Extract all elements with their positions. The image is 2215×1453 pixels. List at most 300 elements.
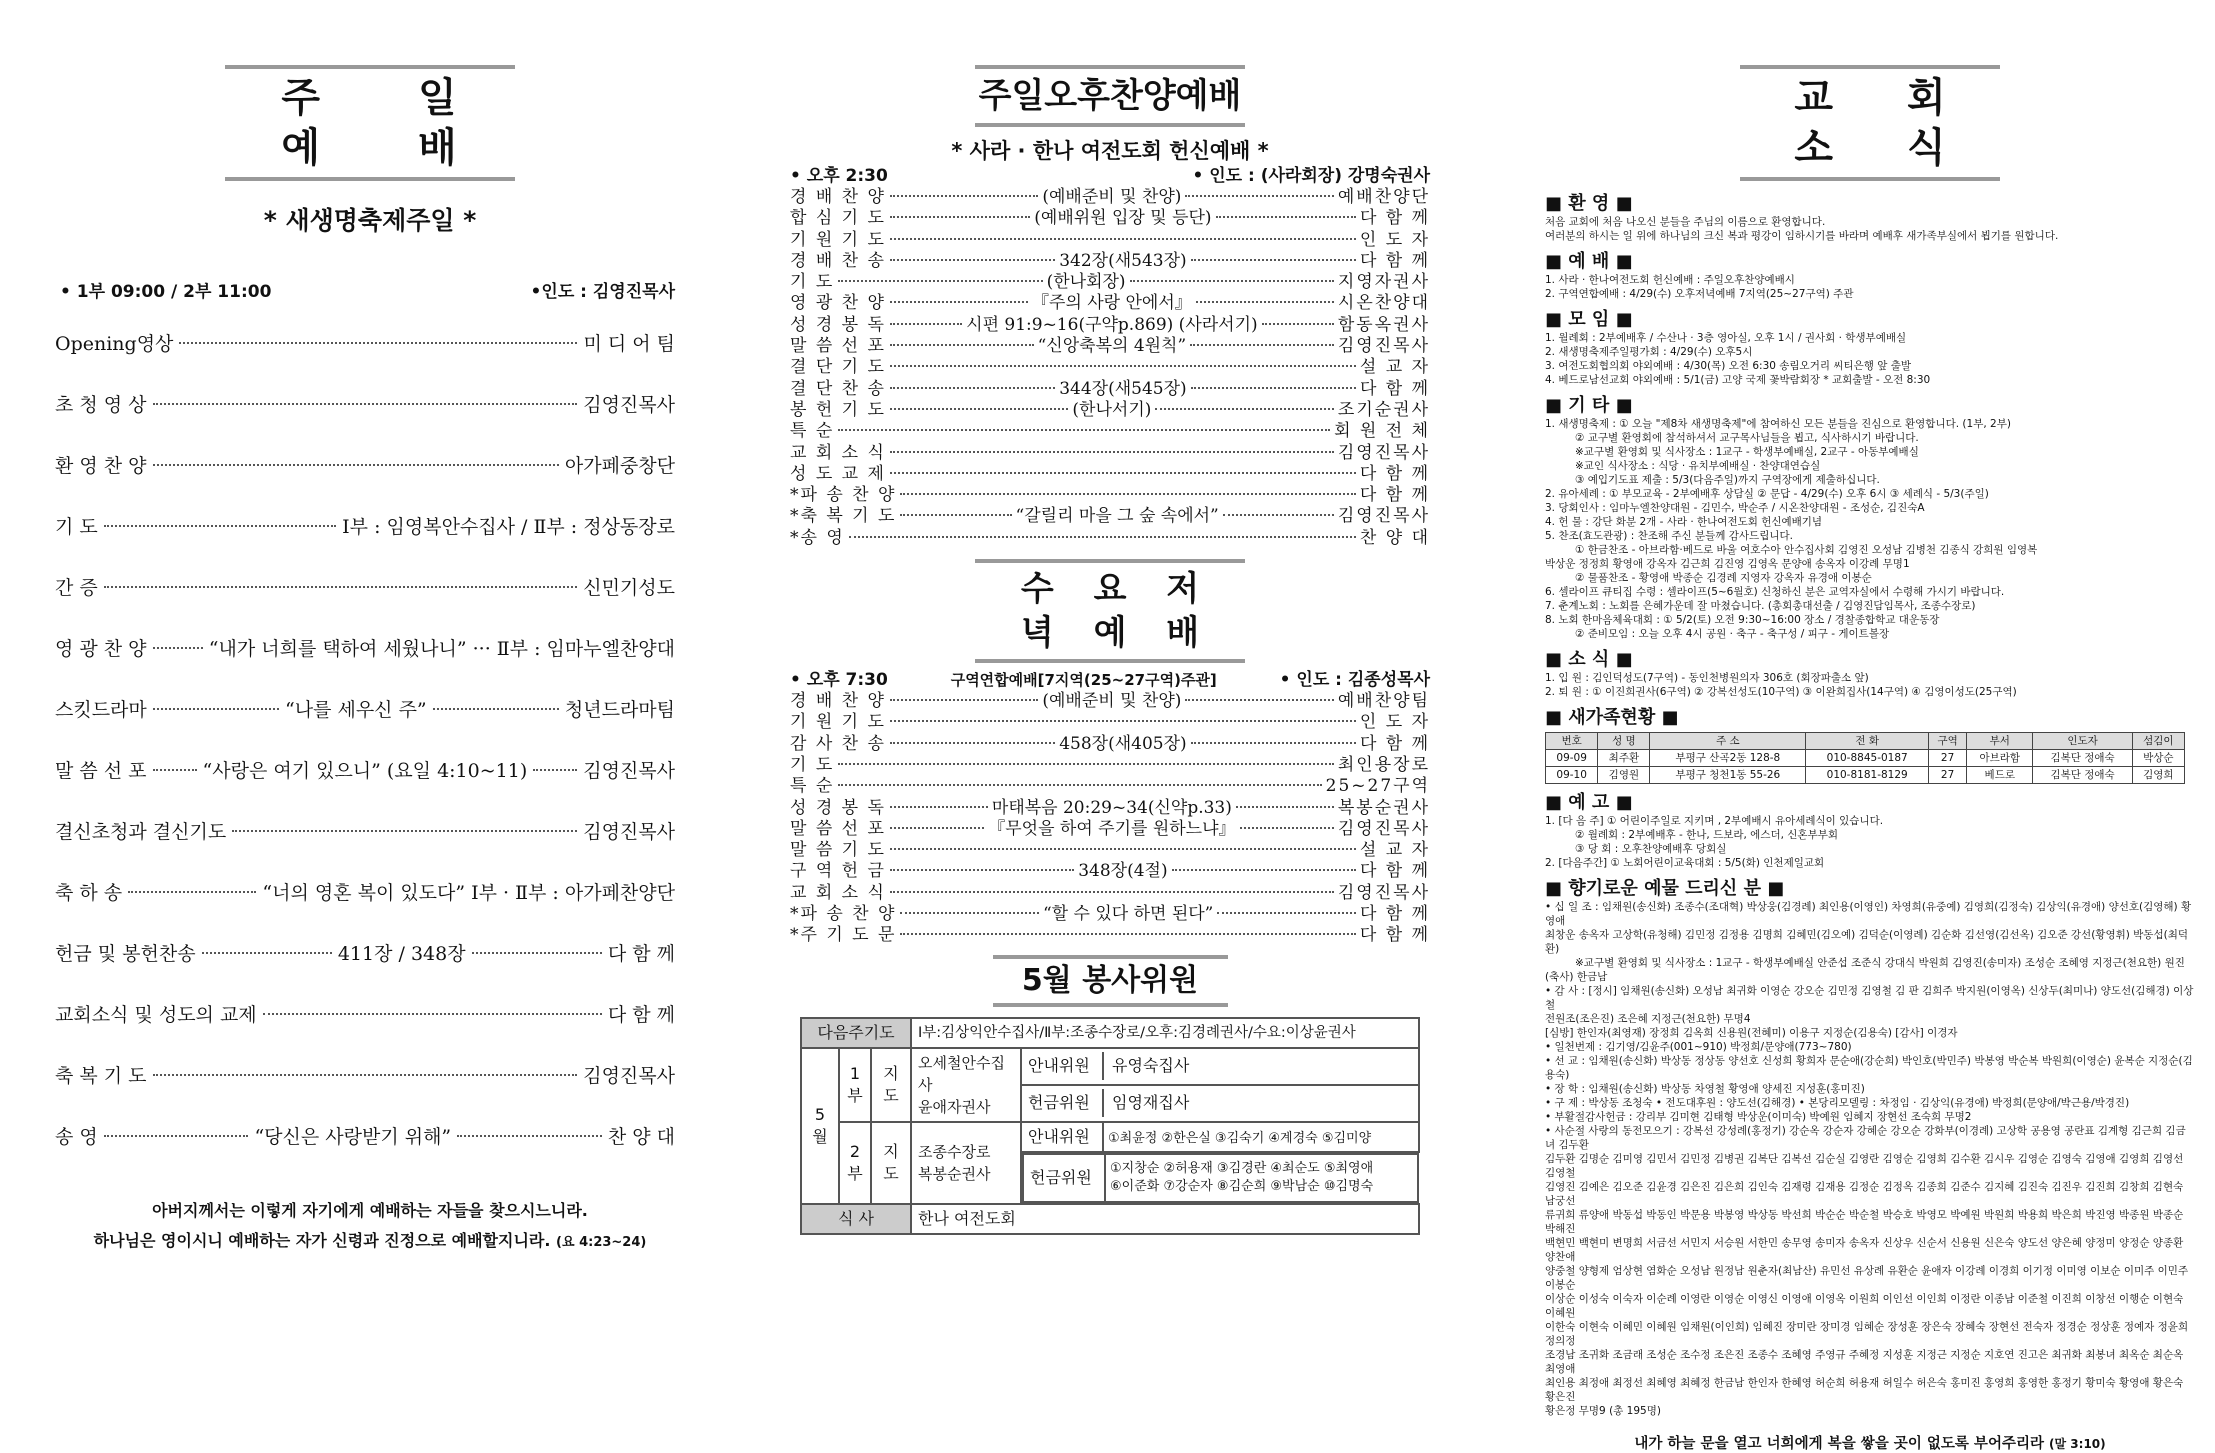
order-row xyxy=(55,497,675,558)
news-line: 황은정 무명9 (총 195명) xyxy=(1545,1405,1661,1417)
order-person: 25~27구역 xyxy=(1325,776,1430,797)
order-row xyxy=(790,925,1430,946)
leader-dots xyxy=(202,952,332,954)
order-label: 성 경 봉 독 xyxy=(790,314,886,335)
church-news-title: 교 회 소 식 xyxy=(1740,65,2000,181)
news-text xyxy=(1545,671,2195,699)
order-label: 환 영 찬 양 xyxy=(55,455,147,477)
order-person: 다 함 께 xyxy=(1359,733,1431,754)
guide-label-2: 안내위원 xyxy=(1022,1123,1104,1151)
leader-dots xyxy=(1236,806,1334,808)
leader-dots xyxy=(1185,195,1333,197)
order-row xyxy=(55,802,675,863)
afternoon-order-list xyxy=(790,187,1430,549)
order-row xyxy=(790,400,1430,421)
news-line: 2. 유아세례 : ① 부모교육 - 2부예배후 상담실 ② 문답 - 4/29(수) 오후 6시 ③ 세례식 - 5/3(주일) xyxy=(1545,488,1989,500)
family-cell: 010-8845-0187 xyxy=(1806,750,1929,767)
family-header-cell: 번호 xyxy=(1546,733,1598,750)
order-label: 간 증 xyxy=(55,577,98,599)
news-line: [심방] 한인자(최영재) 장정희 김옥희 신용원(전혜미) 이용구 지정순(김용숙) [감사] 이경자 xyxy=(1545,1027,1958,1039)
leader-dots xyxy=(433,708,559,710)
order-label: 교회소식 및 성도의 교제 xyxy=(55,1004,257,1026)
leader-dots xyxy=(1216,216,1356,218)
leader-dots xyxy=(890,451,1334,453)
news-line: 1. 월례회 : 2부예배후 / 수산나 · 3층 영아실, 오후 1시 / 권사회 · 학생부예배실 xyxy=(1545,332,1907,344)
afternoon-worship-title: 주일오후찬양예배 xyxy=(975,65,1245,127)
order-label: 교 회 소 식 xyxy=(790,442,886,463)
order-content: 『주의 사랑 안에서』 xyxy=(1032,293,1192,314)
family-header-cell: 섬김이 xyxy=(2132,733,2184,750)
order-row xyxy=(55,680,675,741)
order-person: 찬 양 대 xyxy=(607,1126,676,1148)
leader-dots xyxy=(533,769,577,771)
order-person: 김영진목사 xyxy=(583,394,675,416)
wednesday-order-list xyxy=(790,691,1430,947)
afternoon-worship-column xyxy=(790,0,1430,1240)
leader-dots xyxy=(890,742,1055,744)
order-person: 김영진목사 xyxy=(583,760,676,782)
leader-dots xyxy=(1240,827,1334,829)
order-row xyxy=(790,691,1430,712)
order-label: 기 원 기 도 xyxy=(790,229,886,250)
news-line: • 사순절 사랑의 동전모으기 : 강복선 강성례(홍정기) 강순옥 강순자 강혜순 강오순 강화부(이경례) 고상학 공용영 공란표 김계형 김근희 김금녀 김두환 xyxy=(1545,1125,2186,1151)
first-prayer-names: 오세철안수집사 윤애자권사 xyxy=(911,1048,1021,1122)
order-row xyxy=(55,863,675,924)
news-heading: ■ 소 식 ■ xyxy=(1545,649,1633,670)
notice-heading: ■ 예 고 ■ xyxy=(1545,792,1633,813)
leader-dots xyxy=(890,344,1034,346)
order-label: 성 도 교 제 xyxy=(790,463,886,484)
leader-dots xyxy=(104,586,577,588)
news-line: 2. 퇴 원 : ① 이진희권사(6구역) ② 강복선성도(10구역) ③ 이완희집사(14구역) ④ 김영이성도(25구역) xyxy=(1545,686,2017,698)
news-line: 박상운 정정희 황영애 강옥자 김근희 김진영 김영옥 문양애 송옥자 이강례 무명1 xyxy=(1545,558,1910,570)
leader-dots xyxy=(153,464,559,466)
order-content: “내가 너희를 택하여 세웠나니” ··· Ⅱ부 : 임마누엘찬양대 xyxy=(208,638,675,660)
order-row xyxy=(790,712,1430,733)
news-line: ② 물품찬조 - 황영애 박종순 김경례 지영자 강옥자 유경애 이봉순 xyxy=(1575,572,1872,584)
sunday-order-list xyxy=(55,314,685,1168)
order-row xyxy=(790,208,1430,229)
offer-label-2: 헌금위원 xyxy=(1024,1155,1106,1201)
order-label: 축 하 송 xyxy=(55,882,123,904)
order-row xyxy=(790,421,1430,442)
leader-dots xyxy=(890,848,1356,850)
order-content: “사랑은 여기 있으니” (요일 4:10~11) xyxy=(202,760,528,782)
order-row xyxy=(790,357,1430,378)
leader-dots xyxy=(900,514,1011,516)
order-label: 말 씀 선 포 xyxy=(55,760,147,782)
news-line: 김영진 김예은 김오준 김윤경 김은진 김은희 김인숙 김재령 김재용 김정순 김정옥 김종희 김준수 김지혜 김진숙 김진우 김진희 김창희 김현숙 남궁선 xyxy=(1545,1181,2184,1207)
leader-dots xyxy=(890,408,1069,410)
news-line: • 구 제 : 박상동 조청숙 • 전도대후원 : 양도선(김해경) • 본당리모델링 : 차정임 · 김상익(유경애) 박정희(문양애/박근용/박경진) xyxy=(1545,1097,2130,1109)
order-label: 기 도 xyxy=(790,754,835,775)
order-person: 미 디 어 팀 xyxy=(583,333,675,355)
leader-dots xyxy=(890,806,988,808)
verse-3-ref: (말 3:10) xyxy=(2049,1437,2106,1451)
leader-dots xyxy=(890,891,1334,893)
leader-dots xyxy=(890,301,1028,303)
order-row xyxy=(55,1046,675,1107)
news-line: ① 한금찬조 - 아브라함·베드로 바울 여호수아 안수집사회 김영진 오성남 김병천 김종식 강희원 임영복 xyxy=(1575,544,2038,556)
order-content: 342장(새543장) xyxy=(1059,250,1187,271)
second-service-cell: 2부 xyxy=(839,1122,871,1204)
news-line: 백현민 백현미 변명희 서금선 서민지 서승원 서한민 송무영 송미자 송옥자 신상우 신순서 신용원 신은숙 양도선 양은혜 양정미 양정순 양종환 양찬애 xyxy=(1545,1237,2184,1263)
order-row xyxy=(790,251,1430,272)
news-line: • 일천번제 : 김기영/김윤주(001~910) 박정희/문양애(773~780) xyxy=(1545,1041,1852,1053)
new-family-heading: ■ 새가족현황 ■ xyxy=(1545,707,1679,728)
order-person: 다 함 께 xyxy=(1359,250,1431,271)
meeting-text xyxy=(1545,331,2195,387)
news-line: 2. 새생명축제주일평가회 : 4/29(수) 오후5시 xyxy=(1545,346,1753,358)
order-row xyxy=(790,861,1430,882)
order-label: 교 회 소 식 xyxy=(790,882,886,903)
family-cell: 베드로 xyxy=(1967,767,2033,784)
order-label: 말 씀 선 포 xyxy=(790,336,886,357)
order-person: 다 함 께 xyxy=(1359,208,1431,229)
order-content: “너의 영혼 복이 있도다” Ⅰ부 · Ⅱ부 : 아가페찬양단 xyxy=(262,882,675,904)
order-row xyxy=(55,436,675,497)
order-row xyxy=(790,840,1430,861)
welcome-text xyxy=(1545,215,2195,243)
order-label: 구 역 헌 금 xyxy=(790,861,886,882)
service-time: • 1부 09:00 / 2부 11:00 xyxy=(60,282,272,302)
order-content: 마태복음 20:29~34(신약p.33) xyxy=(991,797,1232,818)
order-label: 특 순 xyxy=(790,421,835,442)
order-label: 합 심 기 도 xyxy=(790,208,886,229)
order-row xyxy=(790,272,1430,293)
leader-dots xyxy=(890,720,1356,722)
order-label: 영 광 찬 양 xyxy=(790,293,886,314)
leader-dots xyxy=(128,891,256,893)
family-cell: 27 xyxy=(1929,750,1967,767)
news-line: 4. 베드로남선교회 야외예배 : 5/1(금) 고양 국제 꽃박람회장 * 교회출발 - 오전 8:30 xyxy=(1545,374,1931,386)
order-row xyxy=(790,443,1430,464)
news-line: ② 교구별 환영회에 참석하셔서 교구목사님들을 뵙고, 식사하시기 바랍니다. xyxy=(1575,432,1919,444)
order-label: *파 송 찬 양 xyxy=(790,904,897,925)
family-cell: 09-10 xyxy=(1546,767,1598,784)
order-label: 송 영 xyxy=(55,1126,98,1148)
leader-dots xyxy=(890,699,1038,701)
order-row xyxy=(790,904,1430,925)
order-person: 설 교 자 xyxy=(1359,840,1430,861)
leader-dots xyxy=(1191,742,1356,744)
order-label: *파 송 찬 양 xyxy=(790,485,897,506)
month-cell: 5월 xyxy=(801,1048,839,1204)
order-label: 성 경 봉 독 xyxy=(790,797,886,818)
leader-dots xyxy=(1155,408,1334,410)
order-row xyxy=(790,819,1430,840)
leader-dots xyxy=(153,708,279,710)
order-person: 예배찬양팀 xyxy=(1337,691,1430,712)
family-header-cell: 성 명 xyxy=(1598,733,1650,750)
news-line: 1. 사라 · 한나여전도회 헌신예배 : 주일오후찬양예배시 xyxy=(1545,274,1795,286)
closing-verse xyxy=(55,1196,685,1258)
news-line: 8. 노회 한마음체육대회 : ① 5/2(토) 오전 9:30~16:00 장소 / 경찰종합학교 대운동장 xyxy=(1545,614,1940,626)
order-person: 다 함 께 xyxy=(1359,485,1430,506)
may-servers-table xyxy=(800,1017,1420,1235)
order-content: 344장(새545장) xyxy=(1059,378,1187,399)
order-person: 찬 양 대 xyxy=(1359,527,1430,548)
order-content: 411장 / 348장 xyxy=(337,943,466,965)
order-person: 복봉순권사 xyxy=(1337,797,1430,818)
news-line: 1. 입 원 : 김인덕성도(7구역) - 동인천병원의자 306호 (회장파출소 앞) xyxy=(1545,672,1869,684)
order-content: (한나회장) xyxy=(1046,272,1126,293)
leader-dots xyxy=(263,1013,602,1015)
order-label: 스킷드라마 xyxy=(55,699,147,721)
sunday-worship-subtitle: * 새생명축제주일 * xyxy=(263,206,477,235)
order-content: 348장(4절) xyxy=(1078,861,1168,882)
etc-text xyxy=(1545,417,2195,641)
order-person: 인 도 자 xyxy=(1359,229,1430,250)
family-cell: 09-09 xyxy=(1546,750,1598,767)
order-person: 김영진목사 xyxy=(583,821,675,843)
family-cell: 김영희 xyxy=(2132,767,2184,784)
order-label: 축 복 기 도 xyxy=(55,1065,147,1087)
family-cell: 김영원 xyxy=(1598,767,1650,784)
news-line: 4. 헌 물 : 강단 화분 2개 - 사라 · 한나여전도회 헌신예배기념 xyxy=(1545,516,1823,528)
order-row xyxy=(790,798,1430,819)
first-guide-names: 유영숙집사 xyxy=(1112,1056,1190,1076)
leader-dots xyxy=(1130,280,1334,282)
news-line: 최창운 송옥자 고상학(유청해) 김민정 김정용 김명희 김혜민(김오예) 김덕순(이영례) 김순화 김선영(김선옥) 김오준 강선(황영휘) 박동섭(최덕환) xyxy=(1545,929,2188,955)
news-line: 7. 춘계노회 : 노회를 은혜가운데 잘 마쳤습니다. (총회총대선출 / 김영진담임목사, 조종수장로) xyxy=(1545,600,1976,612)
order-row xyxy=(55,375,675,436)
news-line: 이한숙 이현숙 이혜민 이혜원 임채원(이인희) 임혜진 장미란 장미경 임혜순 장성훈 장은숙 장혜숙 장현선 전숙자 정경순 정상훈 정예자 정윤희 정의정 xyxy=(1545,1321,2189,1347)
order-content: 『무엇을 하여 주기를 원하느냐』 xyxy=(988,818,1236,839)
order-label: 경 배 찬 양 xyxy=(790,187,886,207)
order-content: (한나서기) xyxy=(1072,399,1152,420)
order-person: 김영진목사 xyxy=(1337,506,1430,527)
order-person: 다 함 께 xyxy=(607,943,676,965)
etc-heading: ■ 기 타 ■ xyxy=(1545,395,1633,416)
order-person: 조기순권사 xyxy=(1337,399,1431,420)
family-cell: 김복단 정애숙 xyxy=(2033,750,2132,767)
leader-dots xyxy=(838,763,1334,765)
order-label: 경 배 찬 송 xyxy=(790,250,886,271)
order-row xyxy=(55,314,675,375)
wednesday-worship-title: 수 요 저 녁 예 배 xyxy=(975,559,1245,663)
news-line: ② 준비모임 : 오늘 오후 4시 공원 · 축구 - 축구성 / 피구 - 게이트볼장 xyxy=(1575,628,1890,640)
family-cell: 아브라함 xyxy=(1967,750,2033,767)
news-line: ※교인 식사장소 : 식당 · 유치부예배실 · 찬양대연습실 xyxy=(1575,460,1821,472)
order-person: 아가페중창단 xyxy=(564,455,675,477)
offering-text xyxy=(1545,900,2195,1418)
family-cell: 최주환 xyxy=(1598,750,1650,767)
afternoon-worship-info xyxy=(790,165,1430,187)
order-person: 김영진목사 xyxy=(1337,818,1430,839)
order-row xyxy=(55,1107,675,1168)
order-content: 시편 91:9~16(구약p.869) (사라서기) xyxy=(966,314,1258,335)
leader-dots xyxy=(104,1135,249,1137)
order-row xyxy=(790,230,1430,251)
order-label: 결 단 찬 송 xyxy=(790,378,886,399)
leader-dots xyxy=(890,323,962,325)
news-line: 처음 교회에 처음 나오신 분들을 주님의 이름으로 환영합니다. xyxy=(1545,216,1826,228)
order-person: 인 도 자 xyxy=(1359,712,1430,733)
notice-text xyxy=(1545,814,2195,870)
news-line: 이상순 이성숙 이숙자 이순례 이영란 이영순 이영신 이영애 이영옥 이원희 이인선 이인희 이정란 이종남 이준철 이진희 이창선 이행순 이현숙 이혜원 xyxy=(1545,1293,2184,1319)
news-line: 김두환 김명순 김미영 김민서 김민정 김병권 김복단 김복선 김순실 김영란 김영순 김영희 김수환 김시우 김영순 김영숙 김영애 김영희 김영선 김영철 xyxy=(1545,1153,2184,1179)
order-row xyxy=(790,293,1430,314)
second-prayer-label: 지도 xyxy=(871,1122,911,1204)
leader-dots xyxy=(900,933,1356,935)
news-line: 최인용 최정애 최정선 최혜영 최혜정 한금남 한인자 한혜영 허순희 허용재 허일수 허은숙 홍미진 홍영희 홍영한 홍정기 황미숙 황영애 황은숙 황은진 xyxy=(1545,1377,2184,1403)
order-person: 김영진목사 xyxy=(583,1065,675,1087)
leader-dots xyxy=(1185,699,1333,701)
leader-dots xyxy=(838,429,1330,431)
news-line: • 십 일 조 : 임채원(송신화) 조종수(조대혁) 박상웅(김경례) 최인용(이영인) 차영희(유중예) 김영희(김정숙) 김상익(유경애) 양선호(김영해) 황영애 xyxy=(1545,901,2192,927)
leader-dots xyxy=(838,280,1042,282)
leader-dots xyxy=(104,525,336,527)
family-header-cell: 주 소 xyxy=(1650,733,1806,750)
order-label: 영 광 찬 양 xyxy=(55,638,147,660)
family-row xyxy=(1546,767,2185,784)
service-leader: •인도 : 김영진목사 xyxy=(530,282,675,302)
order-content: Ⅰ부 : 임영복안수집사 / Ⅱ부 : 정상동장로 xyxy=(342,516,675,538)
news-line: 5. 찬조(효도관광) : 찬조해 주신 분들께 감사드립니다. xyxy=(1545,530,1793,542)
leader-dots xyxy=(1196,301,1334,303)
news-line: 조경남 조귀화 조금래 조성순 조수정 조은진 조종수 조혜영 주영규 주혜정 지성훈 지정근 지정순 지호연 진고은 최귀화 최봉녀 최옥순 최순옥 최영애 xyxy=(1545,1349,2184,1375)
family-header-cell: 인도자 xyxy=(2033,733,2132,750)
order-person: 지영자권사 xyxy=(1337,272,1431,293)
order-person: 김영진목사 xyxy=(1337,442,1430,463)
order-label: 봉 헌 기 도 xyxy=(790,399,886,420)
order-person: 설 교 자 xyxy=(1359,357,1430,378)
verse-line-1: 아버지께서는 이렇게 자기에게 예배하는 자들을 찾으시느니라. xyxy=(152,1201,588,1220)
news-line: 전원조(조은진) 조은혜 지정근(천요한) 무명4 xyxy=(1545,1013,1751,1025)
leader-dots xyxy=(890,472,1356,474)
order-row xyxy=(790,315,1430,336)
second-prayer-names: 조종수장로 복봉순권사 xyxy=(911,1122,1021,1204)
order-row xyxy=(55,619,675,680)
news-line: 3. 여전도회협의회 야외예배 : 4/30(목) 오전 6:30 송림오거리 씨티은행 앞 출발 xyxy=(1545,360,1911,372)
order-label: 초 청 영 상 xyxy=(55,394,147,416)
leader-dots xyxy=(1217,912,1356,914)
afternoon-leader: • 인도 : (사라회장) 강명숙권사 xyxy=(1192,166,1430,186)
family-cell: 박상순 xyxy=(2132,750,2184,767)
news-line: 1. [다 음 주] ① 어린이주일로 지키며 , 2부예배시 유아세례식이 있습니다. xyxy=(1545,815,1884,827)
news-line: 3. 당회인사 : 임마누엘찬양대원 - 김민수, 박순주 / 시온찬양대원 - 조성순, 김진숙A xyxy=(1545,502,1925,514)
worship-text xyxy=(1545,273,2195,301)
first-offer-row xyxy=(1021,1085,1419,1122)
church-news-column xyxy=(1545,0,2195,1452)
family-cell: 부평구 청천1동 55-26 xyxy=(1650,767,1806,784)
family-header-cell: 구역 xyxy=(1929,733,1967,750)
next-prayer-value: Ⅰ부:김상익안수집사/Ⅱ부:조종수장로/오후:김경례권사/수요:이상윤권사 xyxy=(911,1018,1419,1048)
news-line: 여러분의 하시는 일 위에 하나님의 크신 복과 평강이 임하시기를 바라며 예배후 새가족부실에서 뵙기를 원합니다. xyxy=(1545,230,2059,242)
order-row xyxy=(790,379,1430,400)
second-offer-names: ①지창순 ②허용재 ③김경란 ④최순도 ⑤최영애 ⑥이준화 ⑦강순자 ⑧김순희 ⑨박남순 ⑩김명숙 xyxy=(1110,1160,1374,1194)
order-label: *송 영 xyxy=(790,527,845,548)
leader-dots xyxy=(890,216,1030,218)
order-row xyxy=(55,558,675,619)
order-label: 감 사 찬 송 xyxy=(790,733,886,754)
second-guide-row xyxy=(1021,1122,1419,1152)
family-cell: 010-8181-8129 xyxy=(1806,767,1929,784)
order-person: 다 함 께 xyxy=(1359,925,1430,946)
leader-dots xyxy=(900,493,1356,495)
order-label: Opening영상 xyxy=(55,333,174,355)
news-line: 2. [다음주간] ① 노회어린이교육대회 : 5/5(화) 인천제일교회 xyxy=(1545,857,1825,869)
order-person: 김영진목사 xyxy=(1337,882,1430,903)
news-line: ③ 당 회 : 오후찬양예배후 당회실 xyxy=(1575,843,1727,855)
order-person: 최인용장로 xyxy=(1337,754,1430,775)
leader-dots xyxy=(849,536,1356,538)
leader-dots xyxy=(890,238,1356,240)
order-row xyxy=(790,755,1430,776)
family-cell: 27 xyxy=(1929,767,1967,784)
wednesday-leader: • 인도 : 김종성목사 xyxy=(1279,670,1430,691)
order-row xyxy=(790,187,1430,208)
meal-label: 식 사 xyxy=(801,1204,911,1234)
leader-dots xyxy=(890,869,1074,871)
leader-dots xyxy=(1190,344,1334,346)
second-guide-names: ①최윤정 ②한은실 ③김숙기 ④계경숙 ⑤김미양 xyxy=(1108,1130,1372,1146)
leader-dots xyxy=(472,952,602,954)
order-label: 헌금 및 봉헌찬송 xyxy=(55,943,196,965)
order-person: 다 함 께 xyxy=(1359,378,1431,399)
next-prayer-label: 다음주기도 xyxy=(801,1018,911,1048)
leader-dots xyxy=(1223,514,1334,516)
meeting-heading: ■ 모 임 ■ xyxy=(1545,309,1633,330)
order-label: 결 단 기 도 xyxy=(790,357,886,378)
second-offer-row xyxy=(1022,1153,1419,1203)
sunday-worship-column xyxy=(55,0,685,1250)
order-row xyxy=(790,528,1430,549)
order-content: “나를 세우신 주” xyxy=(285,699,427,721)
first-guide-row xyxy=(1021,1048,1419,1085)
leader-dots xyxy=(1191,259,1356,261)
order-label: 결신초청과 결신기도 xyxy=(55,821,227,843)
family-cell: 부평구 산곡2동 128-8 xyxy=(1650,750,1806,767)
order-label: 기 도 xyxy=(55,516,98,538)
leader-dots xyxy=(1172,869,1356,871)
leader-dots xyxy=(153,1074,578,1076)
order-content: (예배준비 및 찬양) xyxy=(1042,691,1182,712)
order-person: 다 함 께 xyxy=(1359,904,1431,925)
family-header-cell: 전 화 xyxy=(1806,733,1929,750)
closing-verse-3 xyxy=(1545,1432,2195,1453)
order-person: 함동옥권사 xyxy=(1337,314,1430,335)
order-label: 기 원 기 도 xyxy=(790,712,886,733)
order-label: 경 배 찬 양 xyxy=(790,691,886,712)
leader-dots xyxy=(1262,323,1334,325)
order-content: “할 수 있다 하면 된다” xyxy=(1042,904,1214,925)
leader-dots xyxy=(232,830,577,832)
leader-dots xyxy=(153,769,197,771)
family-header-row xyxy=(1546,733,2185,750)
first-service-cell: 1부 xyxy=(839,1048,871,1122)
first-offer-names: 임영재집사 xyxy=(1112,1093,1190,1113)
order-row xyxy=(790,776,1430,797)
leader-dots xyxy=(457,1135,602,1137)
order-row xyxy=(790,464,1430,485)
news-line: • 부활절감사헌금 : 강리부 김미현 김태형 박상운(이미숙) 박예원 임혜지 장현선 조숙희 무명2 xyxy=(1545,1111,1972,1123)
order-content: “당신은 사랑받기 위해” xyxy=(254,1126,452,1148)
news-line: 류귀희 류양애 박동섭 박동인 박문용 박봉영 박상동 박선희 박순순 박순철 박승호 박영모 박예원 박원희 박용희 박은희 박진영 박종원 박종순 박해진 xyxy=(1545,1209,2184,1235)
may-servers-title: 5월 봉사위원 xyxy=(993,955,1228,1007)
order-label: 말 씀 기 도 xyxy=(790,840,886,861)
leader-dots xyxy=(179,342,577,344)
order-label: *축 복 기 도 xyxy=(790,506,897,527)
verse-line-2: 하나님은 영이시니 예배하는 자가 신령과 진정으로 예배할지니라. xyxy=(93,1231,551,1250)
meal-value: 한나 여전도회 xyxy=(911,1204,1419,1234)
news-line: (축사) 한금남 xyxy=(1545,971,1608,983)
worship-heading: ■ 예 배 ■ xyxy=(1545,251,1633,272)
order-row xyxy=(790,485,1430,506)
order-row xyxy=(55,985,675,1046)
offering-heading: ■ 향기로운 예물 드리신 분 ■ xyxy=(1545,878,1785,899)
